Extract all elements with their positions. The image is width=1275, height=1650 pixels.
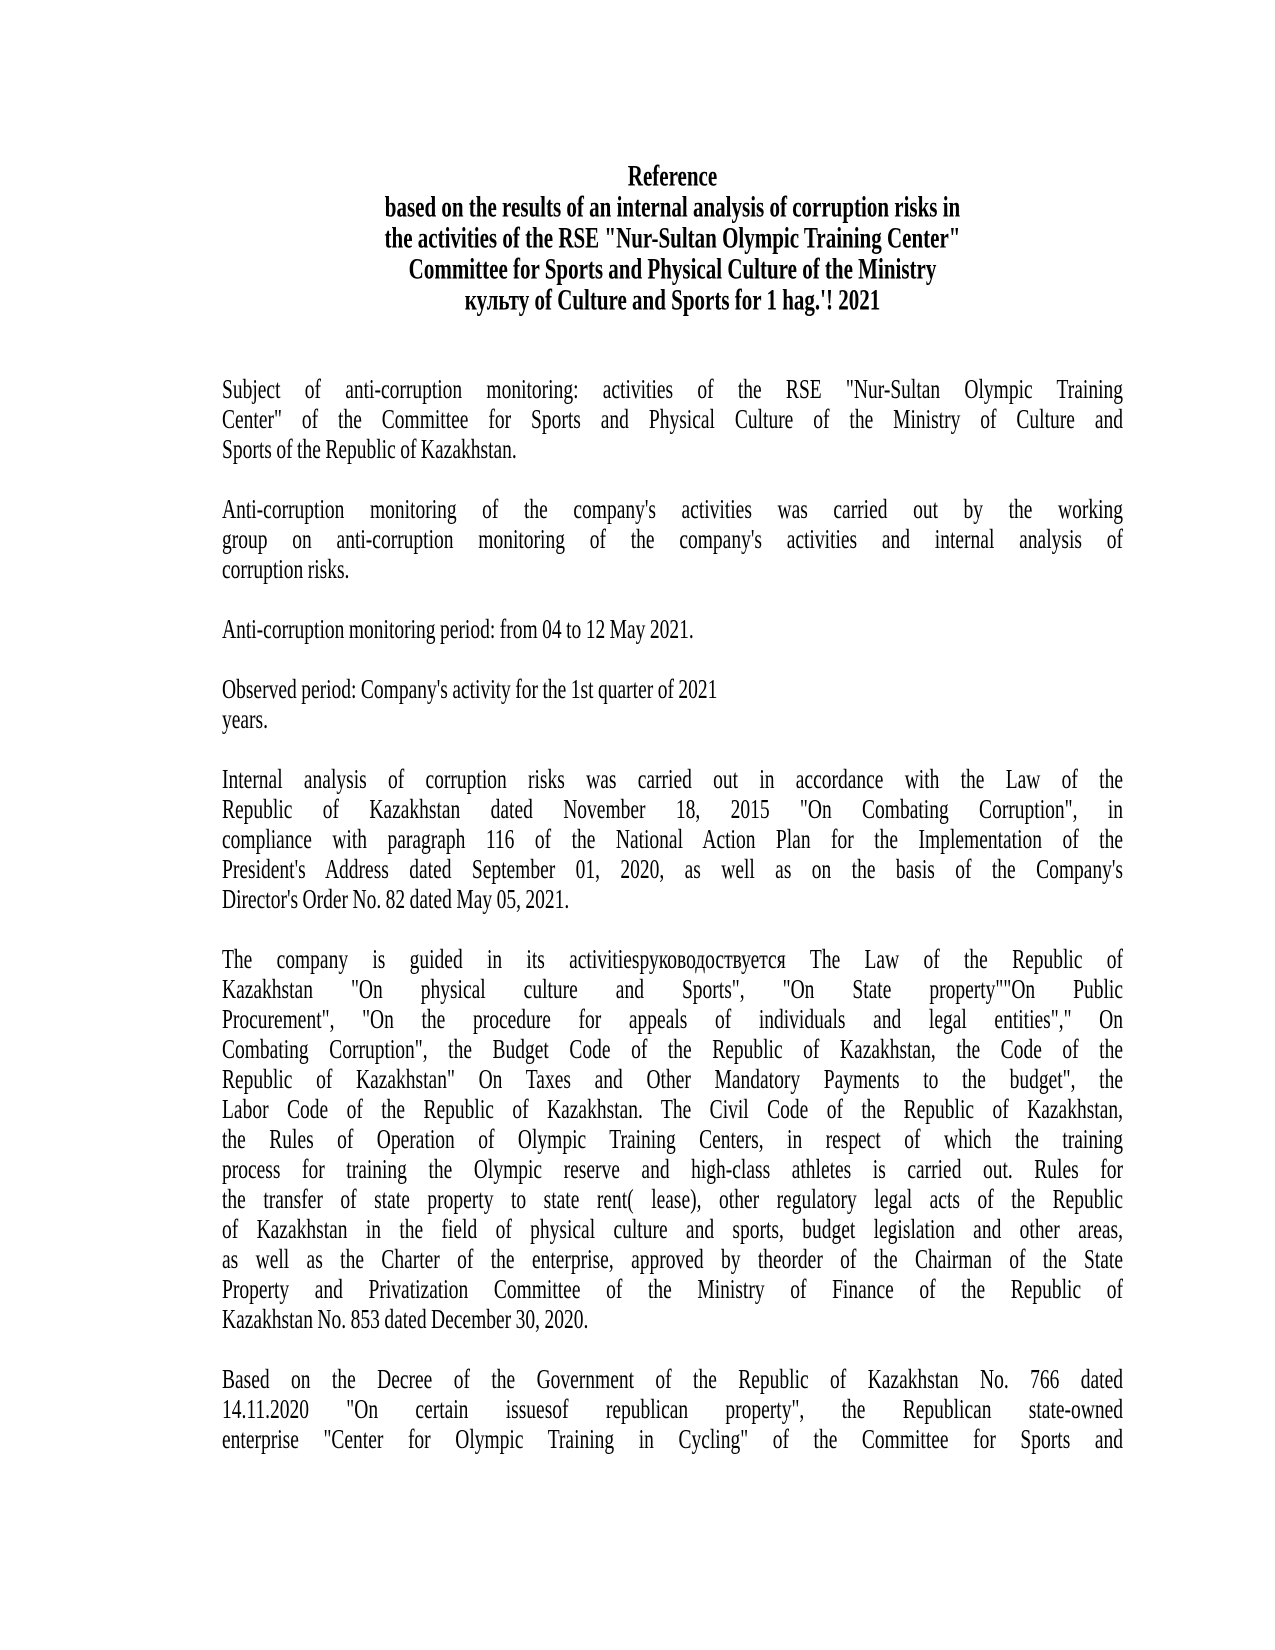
- text-line: Center" of the Committee for Sports and Physical Culture of the Ministry of Culture and: [222, 405, 1123, 435]
- paragraph-observed-period: [222, 676, 1123, 736]
- text-line: The company is guided in its activitiesруководоствуется The Law of the Republic of: [222, 945, 1123, 975]
- paragraph-decree-766: [222, 1366, 1123, 1456]
- text-line: enterprise "Center for Olympic Training in Cycling" of the Committee for Sports and: [222, 1425, 1123, 1455]
- text-line: years.: [222, 705, 269, 735]
- text-line: Anti-corruption monitoring of the company's activities was carried out by the working: [222, 495, 1123, 525]
- title-line: Reference: [627, 159, 718, 193]
- text-line: Director's Order No. 82 dated May 05, 2021.: [222, 885, 570, 915]
- paragraph-internal-analysis: [222, 766, 1123, 916]
- paragraph-working-group: [222, 496, 1123, 586]
- paragraph-monitoring-period: [222, 616, 1123, 646]
- title-line: культу of Culture and Sports for 1 hag.'! 2021: [464, 283, 881, 317]
- text-line: President's Address dated September 01, 2020, as well as on the basis of the Company's: [222, 855, 1123, 885]
- text-line: Procurement", "On the procedure for appeals of individuals and legal entities"," On: [222, 1005, 1123, 1035]
- text-line: compliance with paragraph 116 of the National Action Plan for the Implementation of the: [222, 825, 1123, 855]
- text-line: Republic of Kazakhstan" On Taxes and Other Mandatory Payments to the budget", the: [222, 1065, 1123, 1095]
- text-line: Labor Code of the Republic of Kazakhstan. The Civil Code of the Republic of Kazakhstan,: [222, 1095, 1123, 1125]
- text-line: Republic of Kazakhstan dated November 18, 2015 "On Combating Corruption", in: [222, 795, 1123, 825]
- title-line: the activities of the RSE "Nur-Sultan Olympic Training Center": [384, 221, 961, 255]
- text-line: Observed period: Company's activity for the 1st quarter of 2021: [222, 675, 718, 705]
- text-line: Anti-corruption monitoring period: from 04 to 12 May 2021.: [222, 615, 694, 645]
- text-line: of Kazakhstan in the field of physical culture and sports, budget legislation and other areas,: [222, 1215, 1123, 1245]
- document-title: [222, 161, 1123, 316]
- text-line: as well as the Charter of the enterprise, approved by theorder of the Chairman of the State: [222, 1245, 1123, 1275]
- text-line: group on anti-corruption monitoring of the company's activities and internal analysis of: [222, 525, 1123, 555]
- paragraph-subject: [222, 376, 1123, 466]
- text-line: Kazakhstan "On physical culture and Sports", "On State property""On Public: [222, 975, 1123, 1005]
- text-line: Internal analysis of corruption risks was carried out in accordance with the Law of the: [222, 765, 1123, 795]
- text-line: the Rules of Operation of Olympic Training Centers, in respect of which the training: [222, 1125, 1123, 1155]
- text-line: Kazakhstan No. 853 dated December 30, 2020.: [222, 1305, 589, 1335]
- text-line: 14.11.2020 "On certain issuesof republican property", the Republican state-owned: [222, 1395, 1123, 1425]
- text-line: Based on the Decree of the Government of the Republic of Kazakhstan No. 766 dated: [222, 1365, 1123, 1395]
- text-line: Subject of anti-corruption monitoring: activities of the RSE "Nur-Sultan Olympic Training: [222, 375, 1123, 405]
- text-line: corruption risks.: [222, 555, 350, 585]
- title-line: based on the results of an internal analysis of corruption risks in: [384, 190, 961, 224]
- document-content: [222, 161, 1123, 1486]
- text-line: Property and Privatization Committee of the Ministry of Finance of the Republic of: [222, 1275, 1123, 1305]
- title-line: Committee for Sports and Physical Culture of the Ministry: [408, 252, 937, 286]
- text-line: Sports of the Republic of Kazakhstan.: [222, 435, 517, 465]
- text-line: Combating Corruption", the Budget Code of the Republic of Kazakhstan, the Code of the: [222, 1035, 1123, 1065]
- text-line: process for training the Olympic reserve and high-class athletes is carried out. Rules for: [222, 1155, 1123, 1185]
- text-line: the transfer of state property to state rent( lease), other regulatory legal acts of the Republic: [222, 1185, 1123, 1215]
- paragraph-guiding-laws: [222, 946, 1123, 1336]
